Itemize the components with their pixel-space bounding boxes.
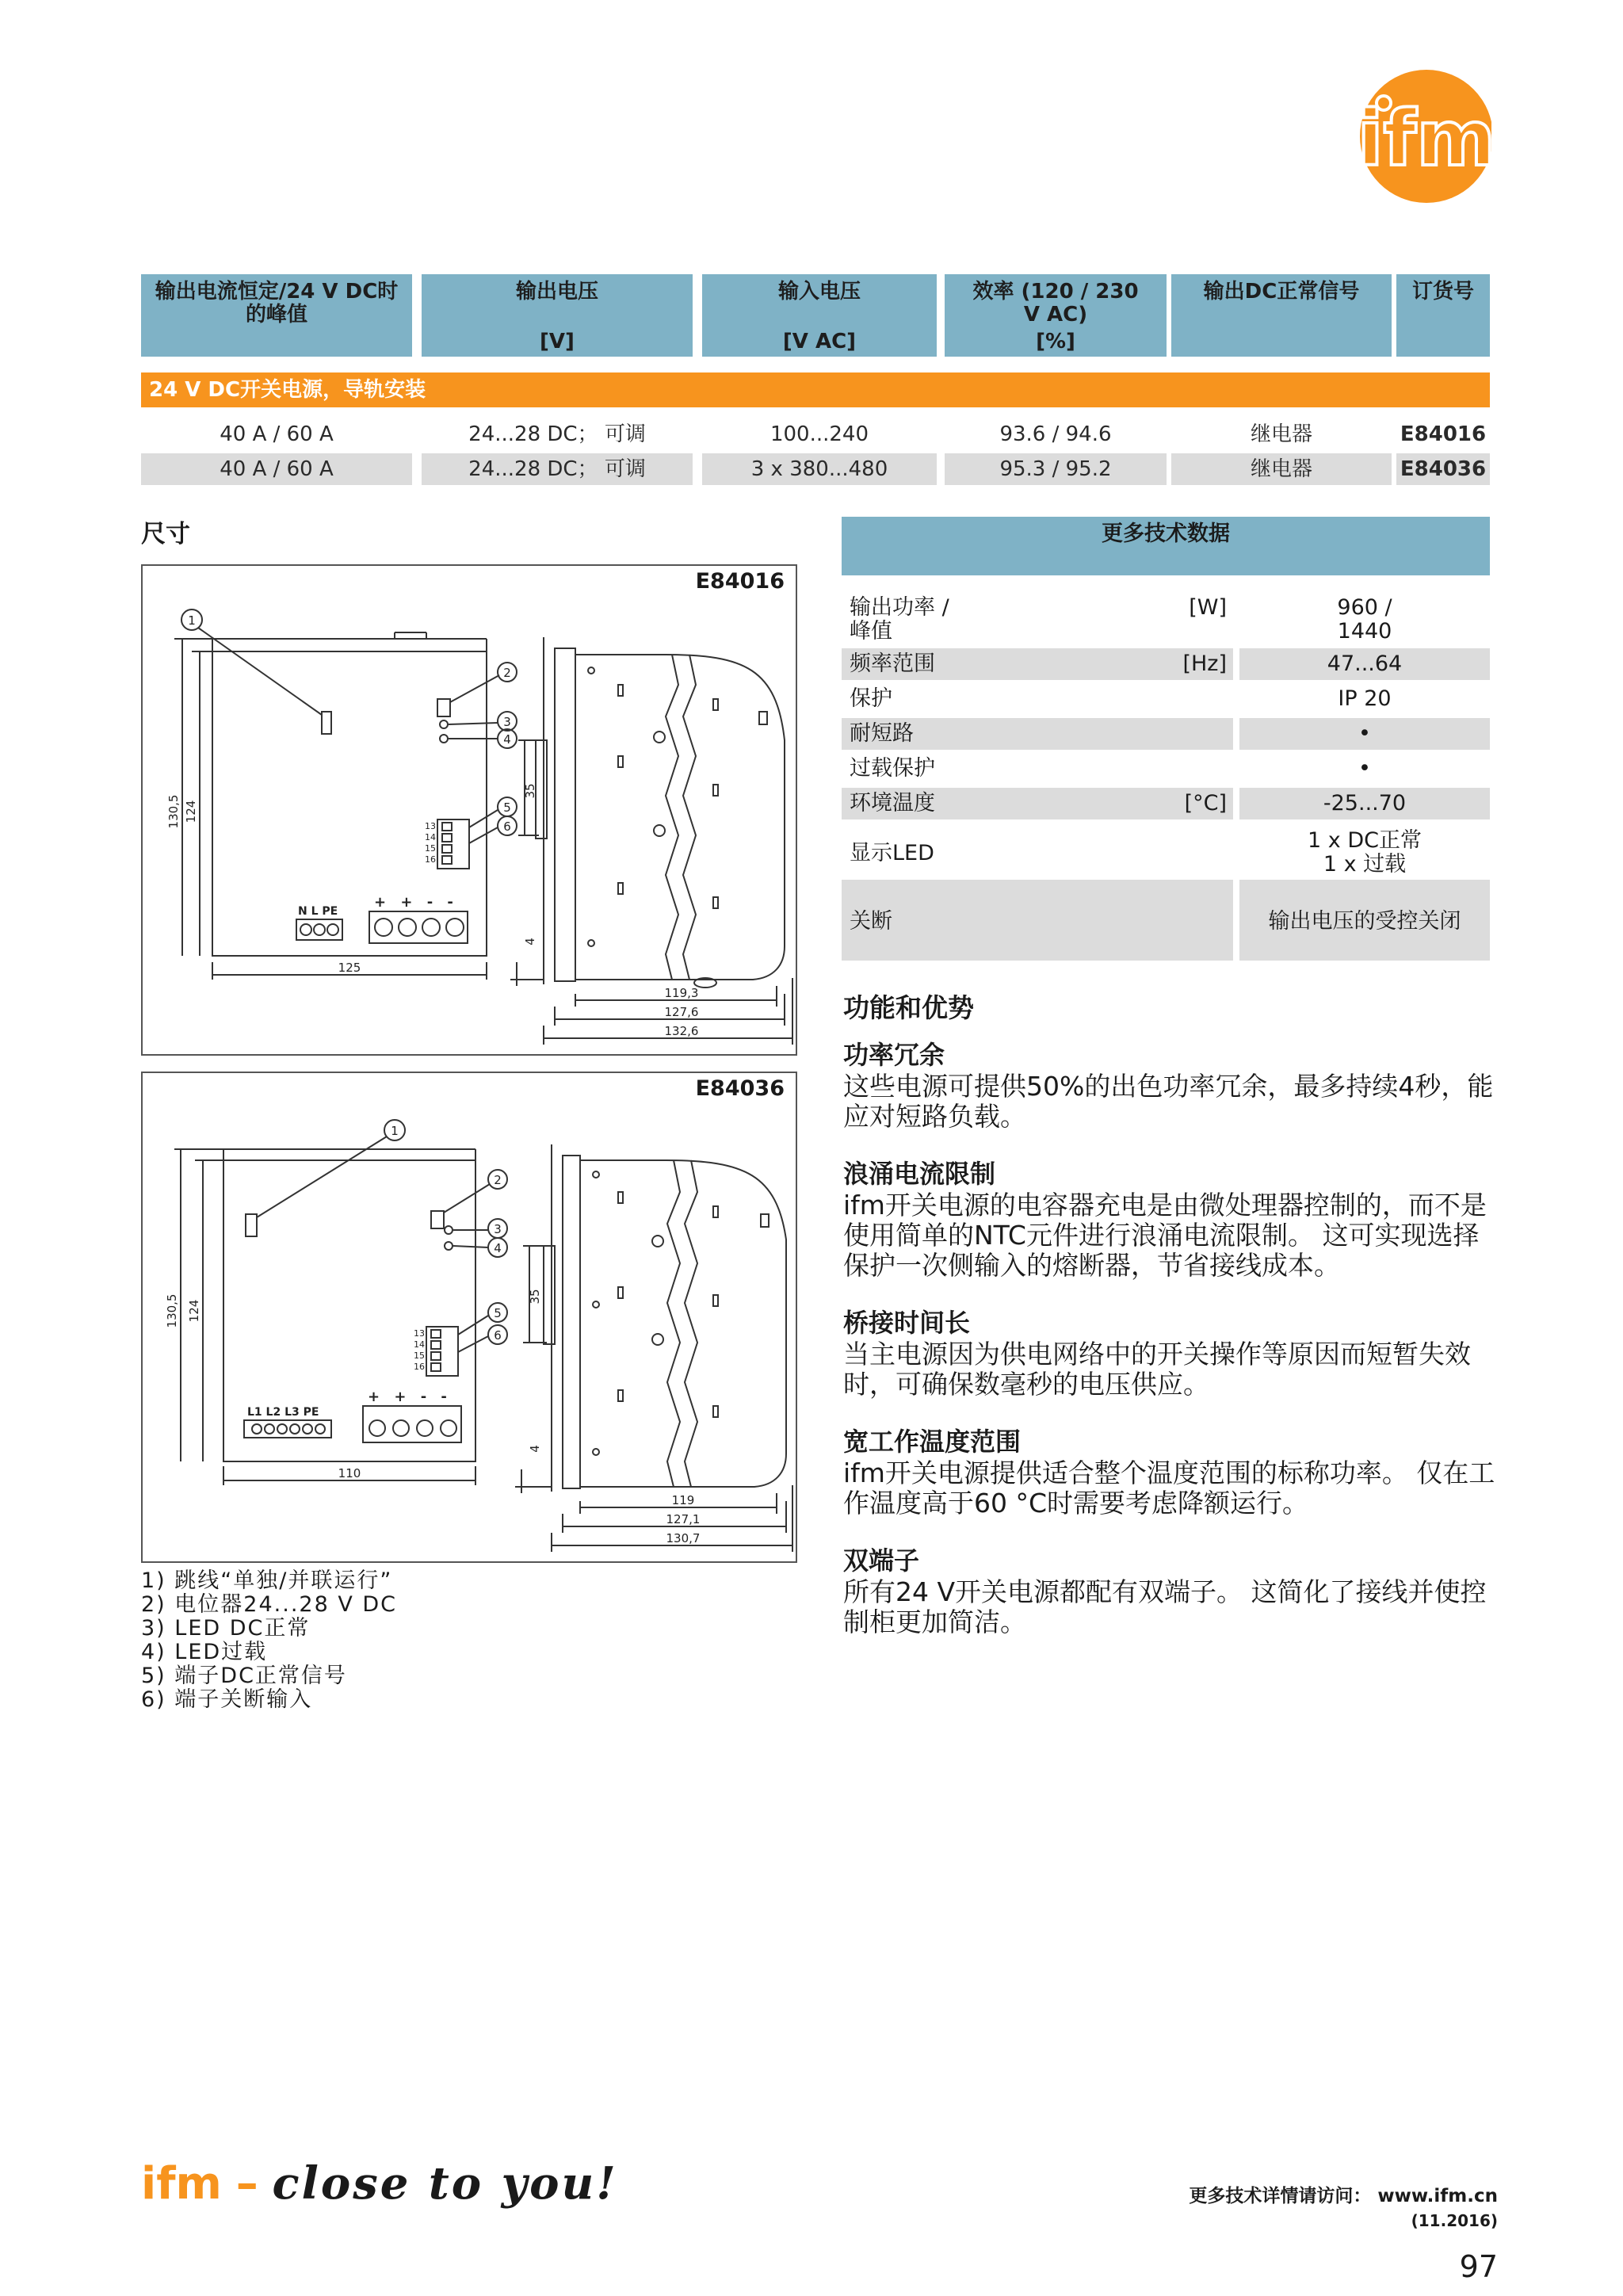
cell-efficiency: 93.6 / 94.6 xyxy=(999,422,1112,446)
footer-visit xyxy=(1030,2181,1498,2207)
tech-label: 耐短路 xyxy=(850,721,914,746)
note: 6) 端子关断输入 xyxy=(141,1687,313,1712)
callout-6: 6 xyxy=(494,1328,502,1343)
benefit-text: ifm开关电源的电容器充电是由微处理器控制的，而不是使用简单的NTC元件进行浪涌电流限制。 这可实现选择保护一次侧输入的熔断器，节省接线成本。 xyxy=(843,1190,1487,1281)
cell-efficiency: 95.3 / 95.2 xyxy=(945,453,1167,485)
callout-5: 5 xyxy=(503,800,511,815)
cell-current: 40 A / 60 A xyxy=(141,453,412,485)
header-order-no xyxy=(1396,274,1490,357)
callout-2: 2 xyxy=(503,666,511,680)
note: 1) 跳线“单独/并联运行” xyxy=(141,1568,393,1593)
callout-5: 5 xyxy=(494,1306,502,1320)
tech-unit: [°C] xyxy=(1184,791,1227,816)
tech-label: 关断 xyxy=(850,909,892,934)
header-title: 输出DC正常信号 xyxy=(1203,280,1360,304)
pin-14: 14 xyxy=(425,832,436,842)
header-title: 效率 (120 / 230 V AC) xyxy=(972,280,1139,327)
dim-base: 4 xyxy=(528,1445,542,1453)
logo-text: ifm xyxy=(1357,94,1491,183)
ifm-logo-mark xyxy=(1357,63,1491,206)
callout-4: 4 xyxy=(503,732,511,747)
benefit-text: 这些电源可提供50%的出色功率冗余，最多持续4秒，能应对短路负载。 xyxy=(843,1071,1494,1132)
callout-2: 2 xyxy=(494,1173,502,1187)
header-title: 订货号 xyxy=(1411,280,1474,304)
benefit-heading: 浪涌电流限制 xyxy=(843,1159,996,1189)
header-title: 输出电流恒定/24 V DC时的峰值 xyxy=(155,280,399,327)
cell-output-voltage: 24...28 DC； 可调 xyxy=(422,453,693,485)
dim-depth-1: 119,3 xyxy=(664,986,699,1000)
header-input-voltage xyxy=(702,274,937,357)
cell-output-voltage: 24...28 DC； 可调 xyxy=(468,422,646,446)
tech-unit: [W] xyxy=(1189,595,1227,620)
cell-input-voltage: 100...240 xyxy=(769,422,869,446)
footer-visit-label: 更多技术详情请访问： xyxy=(1189,2186,1372,2206)
header-output-voltage xyxy=(422,274,693,357)
cell-input-voltage: 3 x 380...480 xyxy=(702,453,937,485)
drawing-e84016 xyxy=(141,564,797,1056)
dim-depth-3: 130,7 xyxy=(666,1531,701,1545)
cell-order-no: E84036 xyxy=(1396,453,1490,485)
terminals-out-label: + + - - xyxy=(368,1389,452,1405)
pin-14: 14 xyxy=(414,1339,425,1350)
tech-value: IP 20 xyxy=(1338,686,1392,711)
dim-height-total: 130,5 xyxy=(166,794,181,829)
footer-brand: ifm xyxy=(141,2158,222,2210)
benefit-heading: 桥接时间长 xyxy=(843,1308,971,1338)
dimension-drawing xyxy=(143,566,796,1054)
callout-3: 3 xyxy=(503,715,511,729)
drawing-notes xyxy=(141,1569,397,1712)
dim-depth-2: 127,1 xyxy=(666,1512,701,1526)
tech-value: • xyxy=(1358,756,1371,781)
header-unit: [V] xyxy=(540,330,575,353)
benefit-text: 当主电源因为供电网络中的开关操作等原因而短暂失效时，可确保数毫秒的电压供应。 xyxy=(843,1339,1471,1400)
note: 3) LED DC正常 xyxy=(141,1616,311,1641)
dim-width: 110 xyxy=(338,1466,361,1480)
dim-height-total: 130,5 xyxy=(165,1293,179,1328)
pin-15: 15 xyxy=(425,843,436,854)
dim-rail: 35 xyxy=(528,1289,542,1305)
tech-value: 47...64 xyxy=(1327,651,1403,676)
footer-dash: – xyxy=(235,2158,258,2210)
cell-current: 40 A / 60 A xyxy=(220,422,334,446)
tech-value: 960 / 1440 xyxy=(1337,595,1392,644)
note: 2) 电位器24...28 V DC xyxy=(141,1592,398,1617)
footer-slogan xyxy=(141,2157,618,2210)
dim-height: 124 xyxy=(184,800,198,823)
cell-order-no: E84016 xyxy=(1400,422,1487,446)
pin-13: 13 xyxy=(425,821,436,831)
drawing-code: E84016 xyxy=(695,569,785,594)
callout-1: 1 xyxy=(188,613,196,628)
benefit-heading: 宽工作温度范围 xyxy=(843,1427,1022,1457)
callout-1: 1 xyxy=(391,1124,399,1138)
tech-value: 输出电压的受控关闭 xyxy=(1268,909,1461,934)
terminals-in-label: N L PE xyxy=(298,905,338,918)
cell-signal: 继电器 xyxy=(1171,453,1392,485)
benefit-heading: 功率冗余 xyxy=(843,1040,945,1070)
tech-value: -25...70 xyxy=(1323,791,1407,816)
header-unit: [%] xyxy=(1036,330,1075,353)
tech-data-title: 更多技术数据 xyxy=(842,517,1490,575)
terminals-in-label: L1 L2 L3 PE xyxy=(247,1406,319,1419)
terminals-out-label: + + - - xyxy=(374,894,458,911)
tech-label: 环境温度 xyxy=(850,791,935,816)
pin-16: 16 xyxy=(414,1362,425,1372)
drawing-code: E84036 xyxy=(695,1076,785,1101)
footer-date: (11.2016) xyxy=(1411,2211,1498,2230)
dim-base: 4 xyxy=(523,938,537,946)
header-title: 输入电压 xyxy=(777,280,861,304)
tech-label: 过载保护 xyxy=(850,756,935,781)
dim-width: 125 xyxy=(338,961,361,975)
dim-height: 124 xyxy=(187,1299,201,1323)
dim-depth-1: 119 xyxy=(671,1493,695,1507)
category-band: 24 V DC开关电源，导轨安装 xyxy=(141,372,1490,407)
tech-label: 显示LED xyxy=(850,841,934,865)
dimension-drawing xyxy=(143,1073,796,1561)
dim-depth-3: 132,6 xyxy=(664,1024,699,1038)
tech-label: 频率范围 xyxy=(850,651,935,676)
pin-13: 13 xyxy=(414,1328,425,1339)
benefit-heading: 双端子 xyxy=(843,1545,920,1576)
pin-16: 16 xyxy=(425,854,436,865)
tech-value: • xyxy=(1358,721,1371,746)
tech-unit: [Hz] xyxy=(1182,651,1227,676)
callout-4: 4 xyxy=(494,1241,502,1255)
footer-url[interactable]: www.ifm.cn xyxy=(1377,2186,1498,2206)
pin-15: 15 xyxy=(414,1350,425,1361)
cell-signal: 继电器 xyxy=(1250,422,1312,446)
tech-value: 1 x DC正常 1 x 过载 xyxy=(1308,828,1422,877)
drawing-e84036 xyxy=(141,1072,797,1563)
tech-label: 输出功率 / 峰值 xyxy=(850,595,949,644)
page-number: 97 xyxy=(1459,2249,1498,2284)
benefits-title: 功能和优势 xyxy=(843,992,974,1023)
callout-6: 6 xyxy=(503,819,511,834)
benefit-text: ifm开关电源提供适合整个温度范围的标称功率。 仅在工作温度高于60 °C时需要考虑降额运行。 xyxy=(843,1457,1495,1519)
header-dc-ok-signal xyxy=(1171,274,1392,357)
ifm-logo xyxy=(1357,63,1491,206)
tech-label: 保护 xyxy=(850,686,892,711)
header-output-current xyxy=(141,274,412,357)
dim-rail: 35 xyxy=(523,783,537,799)
callout-3: 3 xyxy=(494,1222,502,1236)
header-title: 输出电压 xyxy=(515,280,598,304)
note: 4) LED过载 xyxy=(141,1640,268,1664)
note: 5) 端子DC正常信号 xyxy=(141,1664,347,1688)
dimensions-title: 尺寸 xyxy=(141,520,190,548)
benefit-text: 所有24 V开关电源都配有双端子。 这简化了接线并使控制柜更加简洁。 xyxy=(843,1576,1487,1637)
footer-tagline: close to you! xyxy=(272,2157,618,2210)
header-unit: [V AC] xyxy=(782,330,857,353)
header-efficiency xyxy=(945,274,1167,357)
dim-depth-2: 127,6 xyxy=(664,1005,699,1019)
